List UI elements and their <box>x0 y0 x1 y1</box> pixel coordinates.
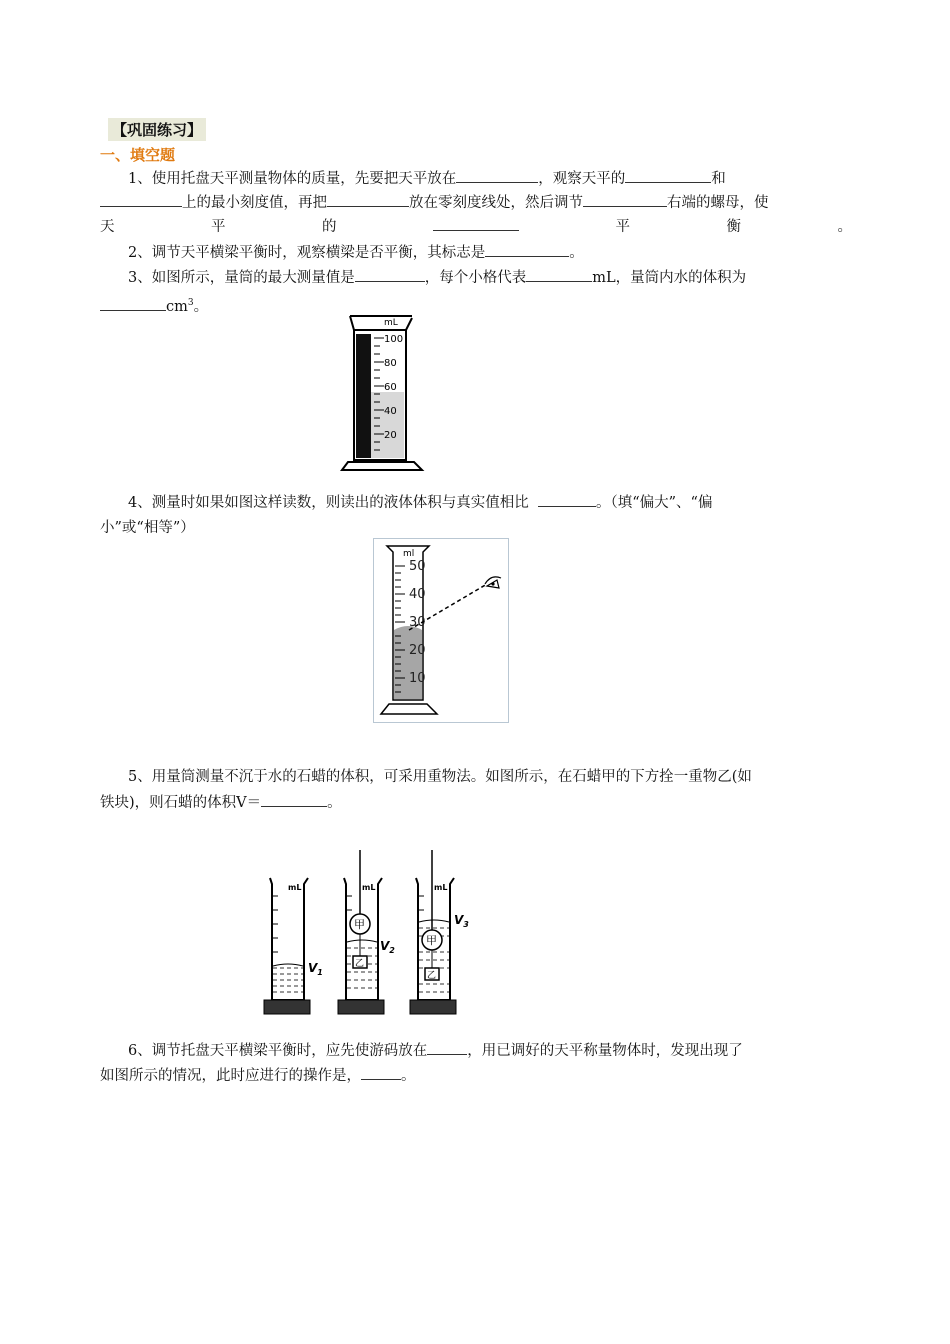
q3-blank-3[interactable] <box>100 296 166 311</box>
q1-blank-4[interactable] <box>327 192 409 207</box>
q4-line2 <box>100 517 852 539</box>
q1-line3 <box>100 216 852 238</box>
q1-char: 的 <box>322 219 337 235</box>
q3-text-c: mL，量筒内水的体积为 <box>592 270 747 286</box>
fig4-unit: ml <box>403 549 415 559</box>
fig3-tick-label: 20 <box>384 430 397 441</box>
q6-text-b: ，用已调好的天平称量物体时，发现出现了 <box>467 1043 743 1059</box>
fig3-unit: mL <box>384 318 398 328</box>
section-title: 一、填空题 <box>100 146 176 164</box>
q4-blank[interactable] <box>538 492 596 507</box>
q3-blank-1[interactable] <box>355 267 425 282</box>
q3-text-a: 3、如图所示，量筒的最大测量值是 <box>128 270 355 286</box>
q6-text-c: 如图所示的情况，此时应进行的操作是， <box>100 1068 361 1084</box>
q2-text-a: 2、调节天平横梁平衡时，观察横梁是否平衡，其标志是 <box>128 245 486 261</box>
q4-text-b: 。（填“偏大”、“偏 <box>595 495 713 511</box>
fig5-unit-3: mL <box>434 883 448 892</box>
cylinder-base <box>381 704 437 714</box>
q5-line1 <box>100 766 852 788</box>
q1-char: 。 <box>837 219 852 235</box>
cylinder-3 <box>410 850 456 1014</box>
section-tag: 【巩固练习】 <box>108 118 206 141</box>
q1-text-b: ，观察天平的 <box>538 171 626 187</box>
label-jia-2: 甲 <box>426 934 437 947</box>
q3-text-e: 。 <box>193 298 209 315</box>
fig3-tick-label: 100 <box>384 334 404 345</box>
q6-text-a: 6、调节托盘天平横梁平衡时，应先使游码放在 <box>128 1043 428 1059</box>
figure-q5-cylinders <box>258 848 488 1023</box>
q3-unit: cm <box>166 298 188 315</box>
q1-blank-3[interactable] <box>100 192 182 207</box>
figure-q4-reading <box>373 538 509 723</box>
q2-blank[interactable] <box>485 242 569 257</box>
q1-char: 平 <box>615 219 630 235</box>
q6-text-d: 。 <box>401 1068 416 1084</box>
label-yi-1: 乙 <box>355 959 365 969</box>
cylinder-shadow <box>356 334 371 458</box>
q1-text-a: 1、使用托盘天平测量物体的质量，先要把天平放在 <box>128 171 457 187</box>
q1-text-d: 上的最小刻度值，再把 <box>182 195 327 211</box>
q5-text-a: 5、用量筒测量不沉于水的石蜡的体积，可采用重物法。如图所示，在石蜡甲的下方拴一重物乙(如 <box>128 769 752 785</box>
q4-text-a: 4、测量时如果如图这样读数，则读出的液体体积与真实值相比 <box>128 495 529 511</box>
fig4-tick-label: 40 <box>409 587 426 602</box>
q5-blank[interactable] <box>261 792 327 807</box>
cylinder-1 <box>264 878 310 1014</box>
q5-line2 <box>100 792 852 814</box>
fig3-tick-label: 80 <box>384 358 397 369</box>
q5-text-c: 。 <box>327 795 342 811</box>
q6-line2 <box>100 1065 852 1087</box>
figure-q3-cylinder <box>338 312 430 472</box>
label-v3: $V_3$ <box>454 913 469 929</box>
cylinder-base <box>342 462 422 470</box>
fig5-unit-2: mL <box>362 883 376 892</box>
label-yi-2: 乙 <box>427 971 437 981</box>
label-jia-1: 甲 <box>354 918 365 931</box>
fig4-tick-label: 20 <box>409 643 426 658</box>
q1-blank-6[interactable] <box>433 216 519 231</box>
fig4-tick-label: 30 <box>409 615 426 630</box>
fig4-tick-label: 10 <box>409 671 426 686</box>
cylinder-2 <box>338 850 384 1014</box>
q2-text-b: 。 <box>569 245 584 261</box>
q3-blank-2[interactable] <box>526 267 592 282</box>
liquid-fill <box>394 626 422 699</box>
fig5-unit-1: mL <box>288 883 302 892</box>
q3-text-b: ，每个小格代表 <box>424 270 527 286</box>
q1-blank-2[interactable] <box>625 168 711 183</box>
q4-line1 <box>100 492 852 514</box>
fig3-tick-label: 60 <box>384 382 397 393</box>
q6-line1 <box>100 1040 852 1062</box>
q1-char: 平 <box>211 219 226 235</box>
q5-text-b: 铁块)，则石蜡的体积V＝ <box>100 795 262 811</box>
q1-line2 <box>100 192 852 214</box>
fig4-tick-label: 50 <box>409 559 426 574</box>
q1-char: 衡 <box>726 219 741 235</box>
q3-line1 <box>100 267 852 289</box>
q1-char: 天 <box>100 219 115 235</box>
q1-text-f: 右端的螺母，使 <box>667 195 769 211</box>
fig3-tick-label: 40 <box>384 406 397 417</box>
q6-blank-1[interactable] <box>427 1040 467 1055</box>
q3-unit-sup: 3 <box>187 298 194 308</box>
q4-text-c: 小”或“相等”） <box>100 520 195 536</box>
q1-line1 <box>100 168 852 190</box>
q1-blank-1[interactable] <box>456 168 538 183</box>
q1-text-e: 放在零刻度线处，然后调节 <box>409 195 583 211</box>
q3-line2 <box>100 292 852 318</box>
label-v2: $V_2$ <box>380 939 395 955</box>
q1-text-c: 和 <box>711 171 726 187</box>
q6-blank-2[interactable] <box>361 1065 401 1080</box>
q2-line <box>100 242 852 264</box>
label-v1: $V_1$ <box>308 961 323 977</box>
q1-blank-5[interactable] <box>583 192 667 207</box>
